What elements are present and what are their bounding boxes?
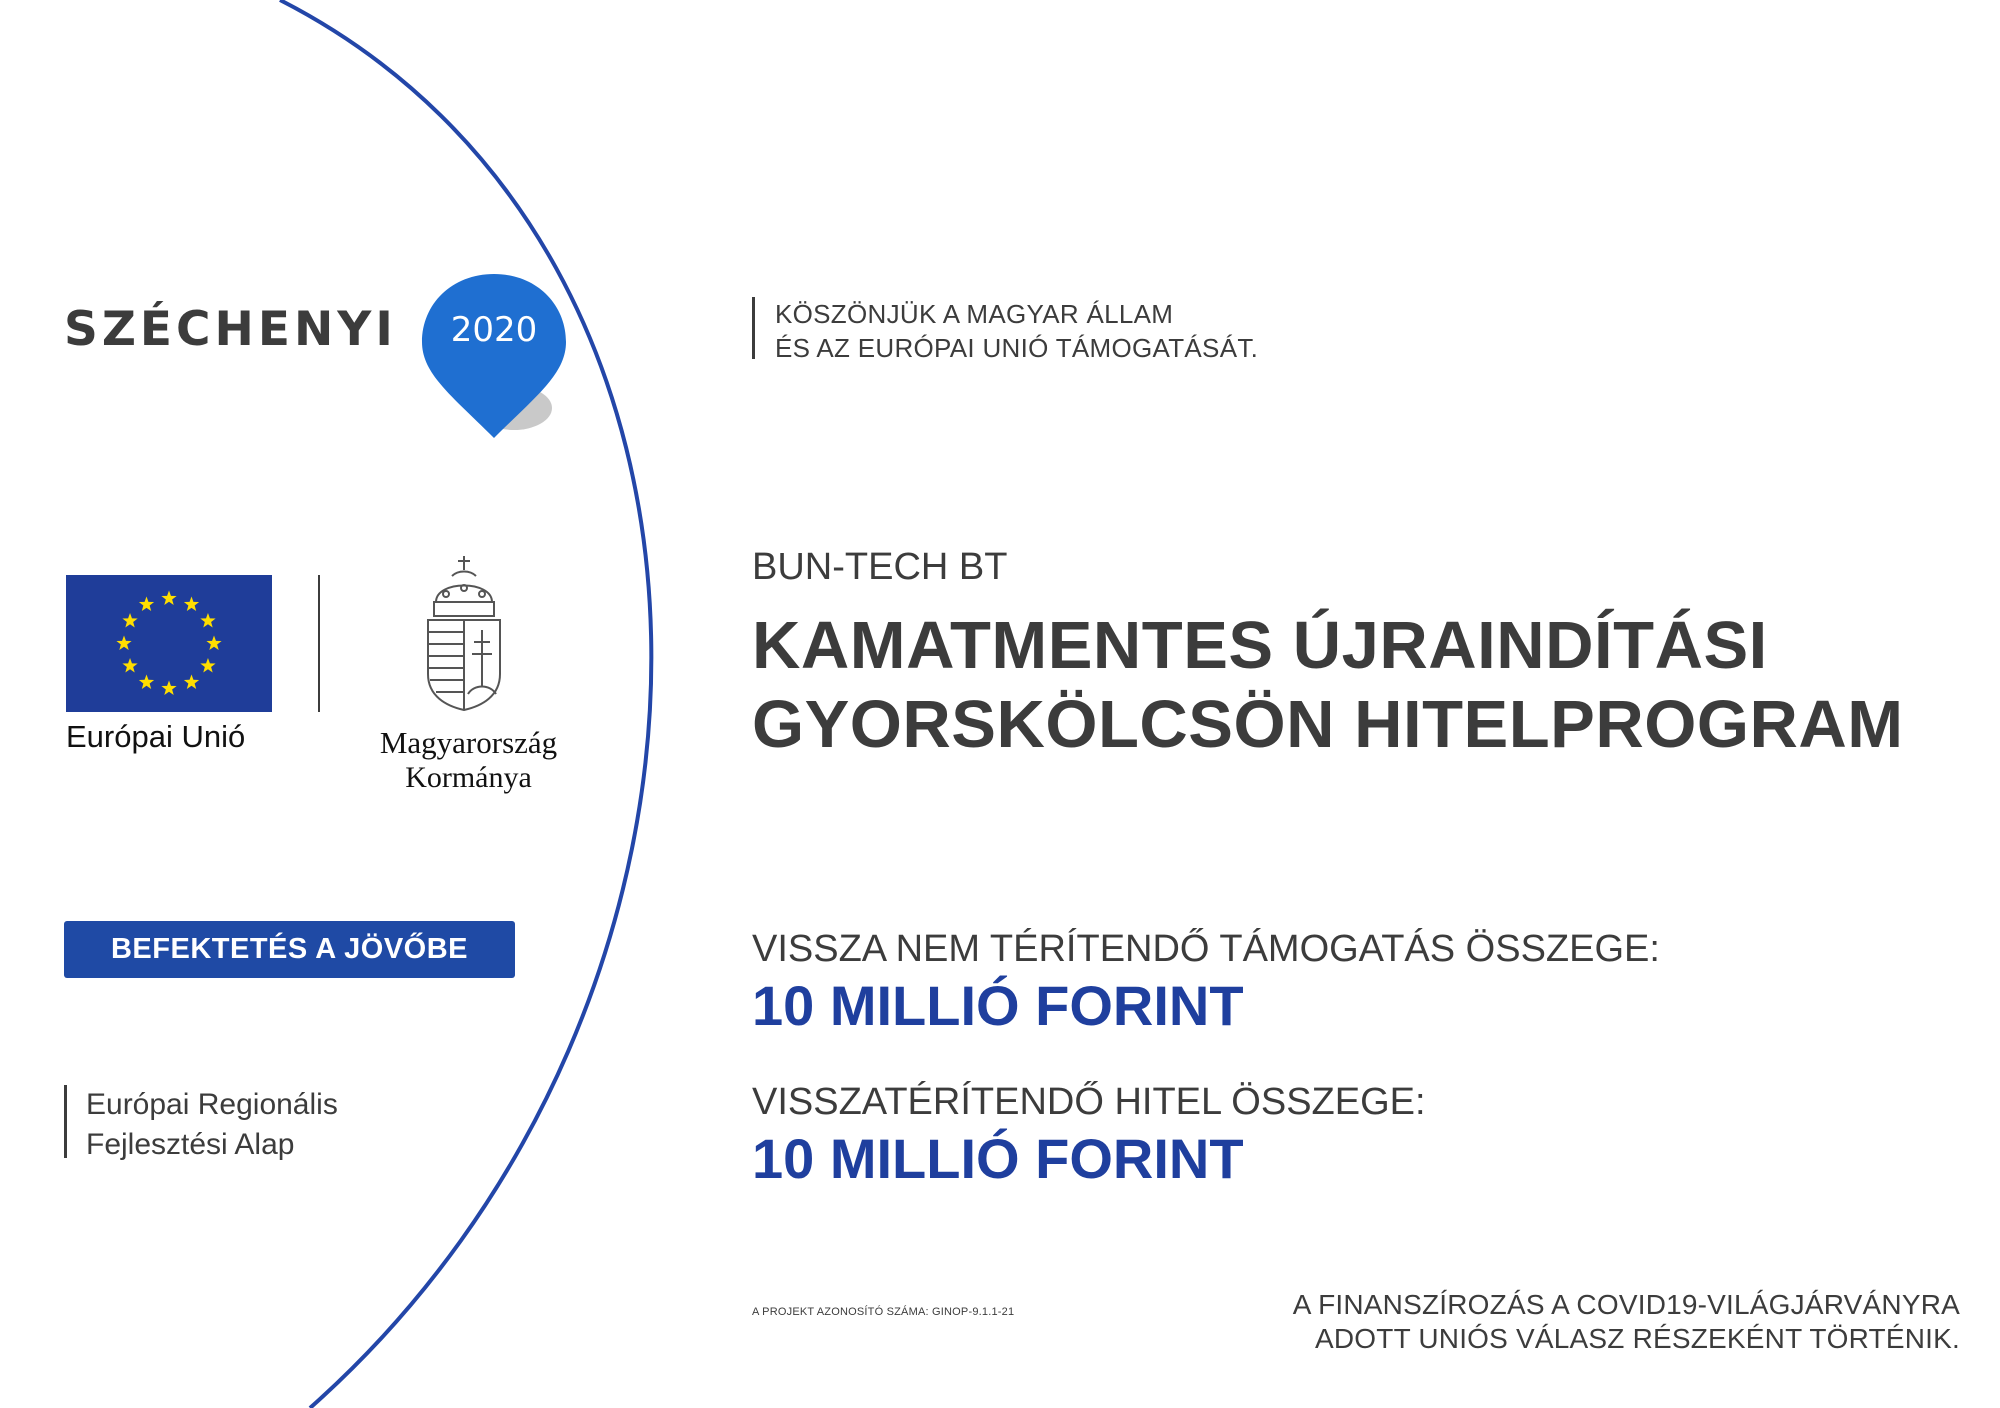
fund-label (64, 1085, 338, 1161)
szechenyi-2020-logo (64, 270, 544, 440)
covid-note-line1: A FINANSZÍROZÁS A COVID19-VILÁGJÁRVÁNYRA (1292, 1289, 1960, 1320)
thanks-line2: ÉS AZ EURÓPAI UNIÓ TÁMOGATÁSÁT. (775, 333, 1259, 363)
logo-divider (318, 575, 320, 712)
company-name: BUN-TECH BT (752, 546, 1008, 588)
project-id: A PROJEKT AZONOSÍTÓ SZÁMA: GINOP-9.1.1-21 (752, 1306, 1015, 1318)
program-title-line1: KAMATMENTES ÚJRAINDÍTÁSI (752, 608, 1768, 683)
location-pin-icon (404, 270, 584, 442)
grant-amount-value: 10 MILLIÓ FORINT (752, 974, 1244, 1037)
szechenyi-year: 2020 (450, 310, 538, 350)
thanks-note (752, 297, 1259, 363)
grant-amount-label: VISSZA NEM TÉRÍTENDŐ TÁMOGATÁS ÖSSZEGE: (752, 928, 1660, 970)
covid-note (1293, 1288, 1960, 1356)
szechenyi-wordmark: SZÉCHENYI (64, 302, 397, 357)
government-label-line2: Kormánya (405, 761, 532, 794)
program-title-line2: GYORSKÖLCSÖN HITELPROGRAM (752, 687, 1904, 762)
eu-flag-icon (66, 575, 272, 712)
thanks-line1: KÖSZÖNJÜK A MAGYAR ÁLLAM (775, 299, 1174, 329)
loan-amount-value: 10 MILLIÓ FORINT (752, 1127, 1244, 1190)
loan-amount-label: VISSZATÉRÍTENDŐ HITEL ÖSSZEGE: (752, 1081, 1426, 1123)
hungarian-coat-of-arms-icon (422, 554, 506, 712)
government-label-line1: Magyarország (379, 725, 558, 760)
fund-label-line2: Fejlesztési Alap (86, 1128, 295, 1161)
program-title (752, 606, 1952, 764)
fund-label-line1: Európai Regionális (86, 1088, 338, 1121)
invest-in-future-badge: BEFEKTETÉS A JÖVŐBE (64, 921, 515, 978)
eu-label: Európai Unió (66, 719, 246, 754)
covid-note-line2: ADOTT UNIÓS VÁLASZ RÉSZEKÉNT TÖRTÉNIK. (1315, 1323, 1960, 1354)
